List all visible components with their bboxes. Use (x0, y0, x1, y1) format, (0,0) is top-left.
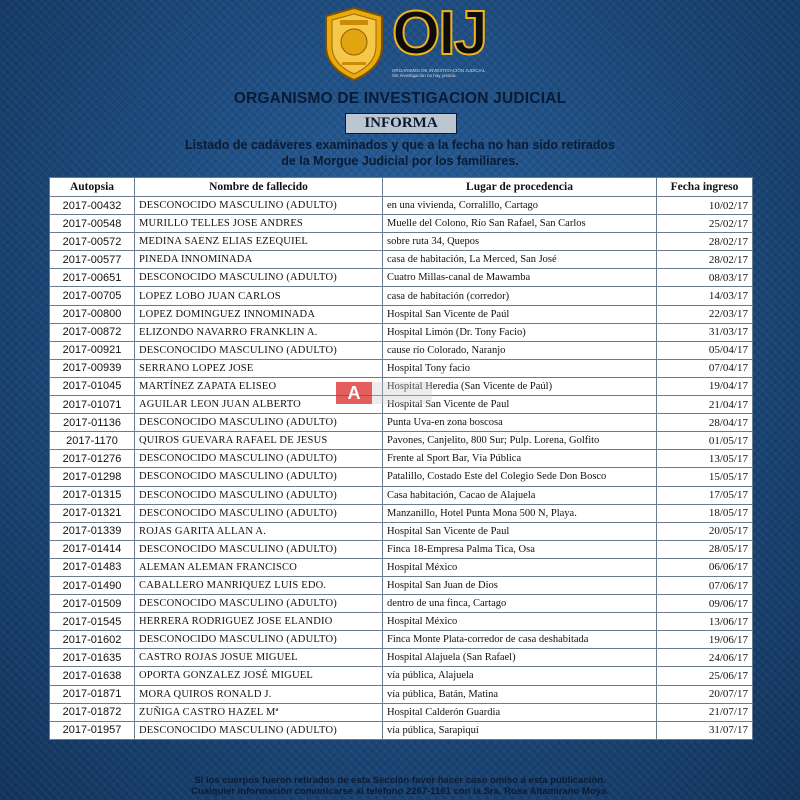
autopsia-cell: 2017-01545 (50, 613, 135, 631)
autopsia-cell: 2017-01602 (50, 631, 135, 649)
column-header-fecha: Fecha ingreso (657, 178, 753, 197)
autopsia-cell: 2017-00921 (50, 341, 135, 359)
lugar-cell: Hospital Heredia (San Vicente de Paúl) (383, 377, 657, 395)
autopsia-cell: 2017-01045 (50, 377, 135, 395)
autopsia-cell: 2017-01276 (50, 450, 135, 468)
lugar-cell: Hospital Limón (Dr. Tony Facio) (383, 323, 657, 341)
footer-line-2: Cualquier información comunicarse al teléfono 2267-1161 con la Sra. Rosa Altamirano Moya. (191, 786, 609, 797)
autopsia-cell: 2017-01414 (50, 540, 135, 558)
fecha-cell: 20/07/17 (657, 685, 753, 703)
column-header-nombre: Nombre de fallecido (135, 178, 383, 197)
fecha-cell: 13/05/17 (657, 450, 753, 468)
nombre-cell: ELIZONDO NAVARRO FRANKLIN A. (135, 323, 383, 341)
lugar-cell: Finca 18-Empresa Palma Tica, Osa (383, 540, 657, 558)
fecha-cell: 07/06/17 (657, 576, 753, 594)
autopsia-cell: 2017-00548 (50, 215, 135, 233)
fecha-cell: 28/02/17 (657, 251, 753, 269)
lugar-cell: Hospital Alajuela (San Rafael) (383, 649, 657, 667)
fecha-cell: 25/06/17 (657, 667, 753, 685)
table-row (50, 233, 753, 251)
oij-logo-text: OIJ (392, 0, 486, 68)
autopsia-cell: 2017-00939 (50, 359, 135, 377)
lugar-cell: Hospital México (383, 613, 657, 631)
autopsia-cell: 2017-01339 (50, 522, 135, 540)
autopsia-cell: 2017-00432 (50, 197, 135, 215)
list-description (150, 137, 650, 169)
autopsia-cell: 2017-01315 (50, 486, 135, 504)
fecha-cell: 31/03/17 (657, 323, 753, 341)
lugar-cell: cause río Colorado, Naranjo (383, 341, 657, 359)
lugar-cell: Hospital Tony facio (383, 359, 657, 377)
lugar-cell: Hospital San Vicente de Paúl (383, 305, 657, 323)
nombre-cell: DESCONOCIDO MASCULINO (ADULTO) (135, 341, 383, 359)
nombre-cell: HERRERA RODRIGUEZ JOSE ELANDIO (135, 613, 383, 631)
fecha-cell: 19/04/17 (657, 377, 753, 395)
nombre-cell: DESCONOCIDO MASCULINO (ADULTO) (135, 540, 383, 558)
table-row (50, 359, 753, 377)
fecha-cell: 18/05/17 (657, 504, 753, 522)
nombre-cell: DESCONOCIDO MASCULINO (ADULTO) (135, 631, 383, 649)
nombre-cell: DESCONOCIDO MASCULINO (ADULTO) (135, 504, 383, 522)
autopsia-cell: 2017-01136 (50, 414, 135, 432)
table-row (50, 323, 753, 341)
fecha-cell: 05/04/17 (657, 341, 753, 359)
autopsia-cell: 2017-01483 (50, 558, 135, 576)
nombre-cell: DESCONOCIDO MASCULINO (ADULTO) (135, 414, 383, 432)
watermark-logo: A (336, 382, 372, 404)
oij-badge-icon (322, 6, 386, 82)
lugar-cell: casa de habitación, La Merced, San José (383, 251, 657, 269)
autopsia-cell: 2017-01635 (50, 649, 135, 667)
fecha-cell: 31/07/17 (657, 721, 753, 739)
fecha-cell: 15/05/17 (657, 468, 753, 486)
nombre-cell: ALEMAN ALEMAN FRANCISCO (135, 558, 383, 576)
table-row (50, 305, 753, 323)
table-body (50, 197, 753, 740)
fecha-cell: 14/03/17 (657, 287, 753, 305)
lugar-cell: casa de habitación (corredor) (383, 287, 657, 305)
fecha-cell: 25/02/17 (657, 215, 753, 233)
nombre-cell: MEDINA SAENZ ELIAS EZEQUIEL (135, 233, 383, 251)
table-row (50, 197, 753, 215)
autopsia-cell: 2017-01490 (50, 576, 135, 594)
column-header-lugar: Lugar de procedencia (383, 178, 657, 197)
autopsia-cell: 2017-00800 (50, 305, 135, 323)
fecha-cell: 07/04/17 (657, 359, 753, 377)
lugar-cell: vía pública, Sarapiquí (383, 721, 657, 739)
nombre-cell: LOPEZ DOMINGUEZ INNOMINADA (135, 305, 383, 323)
table-row (50, 504, 753, 522)
autopsia-cell: 2017-1170 (50, 432, 135, 450)
fecha-cell: 19/06/17 (657, 631, 753, 649)
table-row (50, 703, 753, 721)
lugar-cell: sobre ruta 34, Quepos (383, 233, 657, 251)
nombre-cell: LOPEZ LOBO JUAN CARLOS (135, 287, 383, 305)
nombre-cell: DESCONOCIDO MASCULINO (ADULTO) (135, 269, 383, 287)
table-header-row (50, 178, 753, 197)
autopsia-cell: 2017-01638 (50, 667, 135, 685)
table-row (50, 450, 753, 468)
autopsia-cell: 2017-01957 (50, 721, 135, 739)
lugar-cell: Patalillo, Costado Este del Colegio Sede Don Bosco (383, 468, 657, 486)
lugar-cell: Casa habitación, Cacao de Alajuela (383, 486, 657, 504)
table-row (50, 576, 753, 594)
autopsia-cell: 2017-00572 (50, 233, 135, 251)
nombre-cell: SERRANO LOPEZ JOSE (135, 359, 383, 377)
fecha-cell: 17/05/17 (657, 486, 753, 504)
lugar-cell: Muelle del Colono, Río San Rafael, San Carlos (383, 215, 657, 233)
lugar-cell: Finca Monte Plata-corredor de casa deshabitada (383, 631, 657, 649)
table-row (50, 269, 753, 287)
table-row (50, 685, 753, 703)
fecha-cell: 20/05/17 (657, 522, 753, 540)
nombre-cell: MARTÍNEZ ZAPATA ELISEO (135, 377, 383, 395)
fecha-cell: 21/04/17 (657, 396, 753, 414)
fecha-cell: 24/06/17 (657, 649, 753, 667)
table-row (50, 613, 753, 631)
column-header-autopsia: Autopsia (50, 178, 135, 197)
nombre-cell: PINEDA INNOMINADA (135, 251, 383, 269)
nombre-cell: DESCONOCIDO MASCULINO (ADULTO) (135, 468, 383, 486)
fecha-cell: 06/06/17 (657, 558, 753, 576)
nombre-cell: OPORTA GONZALEZ JOSÉ MIGUEL (135, 667, 383, 685)
nombre-cell: AGUILAR LEON JUAN ALBERTO (135, 396, 383, 414)
fecha-cell: 01/05/17 (657, 432, 753, 450)
nombre-cell: ROJAS GARITA ALLAN A. (135, 522, 383, 540)
list-description-line-2: de la Morgue Judicial por los familiares. (281, 154, 519, 168)
lugar-cell: Punta Uva-en zona boscosa (383, 414, 657, 432)
oij-logo (322, 0, 492, 82)
nombre-cell: DESCONOCIDO MASCULINO (ADULTO) (135, 486, 383, 504)
nombre-cell: CASTRO ROJAS JOSUE MIGUEL (135, 649, 383, 667)
fecha-cell: 28/04/17 (657, 414, 753, 432)
records-table (49, 177, 753, 740)
nombre-cell: DESCONOCIDO MASCULINO (ADULTO) (135, 197, 383, 215)
lugar-cell: Manzanillo, Hotel Punta Mona 500 N, Playa. (383, 504, 657, 522)
fecha-cell: 22/03/17 (657, 305, 753, 323)
autopsia-cell: 2017-00705 (50, 287, 135, 305)
autopsia-cell: 2017-01872 (50, 703, 135, 721)
table-row (50, 432, 753, 450)
table-row (50, 287, 753, 305)
autopsia-cell: 2017-01298 (50, 468, 135, 486)
lugar-cell: Pavones, Canjelito, 800 Sur; Pulp. Lorena, Golfito (383, 432, 657, 450)
lugar-cell: Hospital San Juan de Dios (383, 576, 657, 594)
fecha-cell: 13/06/17 (657, 613, 753, 631)
table-row (50, 649, 753, 667)
nombre-cell: QUIROS GUEVARA RAFAEL DE JESUS (135, 432, 383, 450)
lugar-cell: vía pública, Alajuela (383, 667, 657, 685)
oij-logo-subtitle (392, 68, 492, 78)
nombre-cell: MORA QUIROS RONALD J. (135, 685, 383, 703)
autopsia-cell: 2017-00872 (50, 323, 135, 341)
lugar-cell: vía pública, Batán, Matina (383, 685, 657, 703)
fecha-cell: 28/02/17 (657, 233, 753, 251)
table-row (50, 721, 753, 739)
lugar-cell: Hospital San Vicente de Paul (383, 396, 657, 414)
autopsia-cell: 2017-00651 (50, 269, 135, 287)
lugar-cell: Hospital San Vicente de Paul (383, 522, 657, 540)
table-row (50, 558, 753, 576)
nombre-cell: MURILLO TELLES JOSE ANDRES (135, 215, 383, 233)
autopsia-cell: 2017-00577 (50, 251, 135, 269)
fecha-cell: 10/02/17 (657, 197, 753, 215)
table-row (50, 595, 753, 613)
table-row (50, 215, 753, 233)
autopsia-cell: 2017-01871 (50, 685, 135, 703)
table-row (50, 414, 753, 432)
table-row (50, 522, 753, 540)
lugar-cell: Cuatro Millas-canal de Mawamba (383, 269, 657, 287)
autopsia-cell: 2017-01509 (50, 595, 135, 613)
table-row (50, 251, 753, 269)
table-row (50, 486, 753, 504)
footer-line-1: Si los cuerpos fueron retirados de esta Sección favor hacer caso omiso a esta publicación. (194, 775, 606, 786)
list-description-line-1: Listado de cadáveres examinados y que a la fecha no han sido retirados (184, 138, 615, 152)
oij-logo-subtitle-1: ORGANISMO DE INVESTIGACIÓN JUDICIAL (392, 68, 486, 73)
lugar-cell: Hospital México (383, 558, 657, 576)
table-row (50, 631, 753, 649)
fecha-cell: 21/07/17 (657, 703, 753, 721)
table-row (50, 540, 753, 558)
lugar-cell: dentro de una finca, Cartago (383, 595, 657, 613)
fecha-cell: 28/05/17 (657, 540, 753, 558)
nombre-cell: CABALLERO MANRIQUEZ LUIS EDO. (135, 576, 383, 594)
lugar-cell: Frente al Sport Bar, Vía Pública (383, 450, 657, 468)
organization-title: ORGANISMO DE INVESTIGACION JUDICIAL (233, 90, 567, 107)
footer-notice (100, 775, 700, 797)
nombre-cell: DESCONOCIDO MASCULINO (ADULTO) (135, 450, 383, 468)
nombre-cell: DESCONOCIDO MASCULINO (ADULTO) (135, 595, 383, 613)
lugar-cell: en una vivienda, Corralillo, Cartago (383, 197, 657, 215)
table-row (50, 468, 753, 486)
fecha-cell: 08/03/17 (657, 269, 753, 287)
oij-logo-subtitle-2: Sin investigación no hay justicia (392, 73, 456, 78)
table-row (50, 667, 753, 685)
table-row (50, 341, 753, 359)
autopsia-cell: 2017-01321 (50, 504, 135, 522)
nombre-cell: ZUÑIGA CASTRO HAZEL Mª (135, 703, 383, 721)
watermark-logo-extension (372, 382, 432, 404)
nombre-cell: DESCONOCIDO MASCULINO (ADULTO) (135, 721, 383, 739)
fecha-cell: 09/06/17 (657, 595, 753, 613)
lugar-cell: Hospital Calderón Guardia (383, 703, 657, 721)
autopsia-cell: 2017-01071 (50, 396, 135, 414)
informa-label: INFORMA (345, 113, 457, 134)
